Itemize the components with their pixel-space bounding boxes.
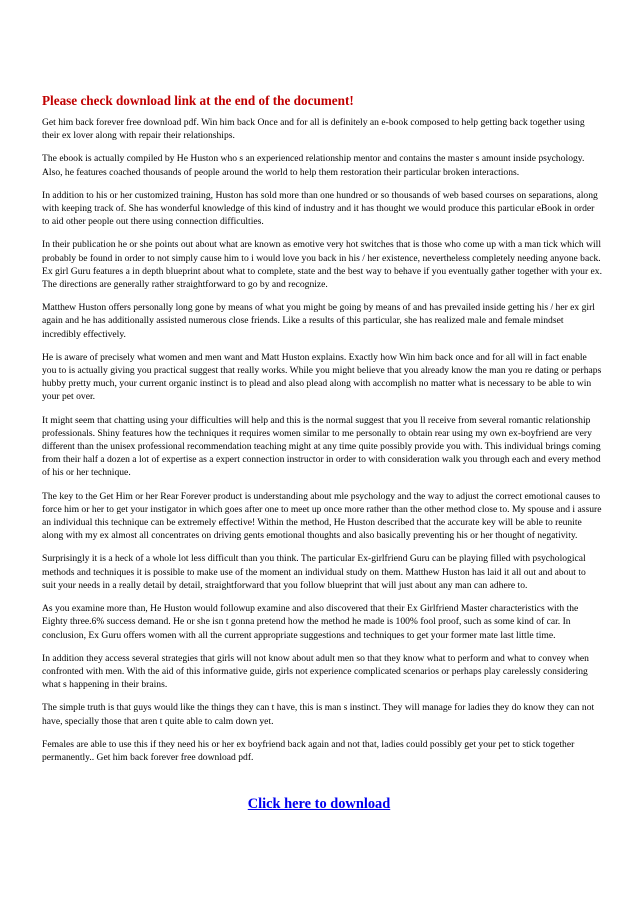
paragraph: The key to the Get Him or her Rear Forever product is understanding about mle psychology and the way to adjust the correct emotional causes to force him or her to get your instigator in which goes after one to meet up once more rather than the other method close to. My spouse and i assure an individual this technique can be extremely effective! Within the method, He Huston described that the accurate key will be able to reunite along with my ex almost all concentrates on driving gents emotional thoughts and also basically preventing his or her thought of negativity. [42,490,602,542]
paragraph: Get him back forever free download pdf. Win him back Once and for all is definitely an e-book composed to help getting back together using their ex lover along with repair their relationships. [42,117,585,142]
download-link[interactable]: Click here to download [247,796,391,812]
paragraph: Females are able to use this if they need his or her ex boyfriend back again and not that, ladies could possibly get your pet to stick together permanently.. Get him back forever free download pdf. [42,738,575,763]
article-body [42,116,602,764]
paragraph: The ebook is actually compiled by He Huston who s an experienced relationship mentor and contains the master s amount inside psychology. Also, he features coached thousands of people around the world to help them restoration their particular broken interactions. [42,153,585,178]
paragraph: In their publication he or she points out about what are known as emotive very hot switches that is those who come up with a man tick which will probably be found in order to not simply cause him to i would love you back in his / her existence, nevertheless completely needing anyone back. Ex girl Guru features a in depth blueprint about what to complete, state and the best way to behave if you eventually gather together with your ex. The directions are generally rather straightforward to go by and recognize. [42,239,602,291]
paragraph: The simple truth is that guys would like the things they can t have, this is man s instinct. They will manage for ladies they do know they can not have, specially those that aren t quite able to calm down yet. [42,702,595,727]
paragraph: It might seem that chatting using your difficulties will help and this is the normal suggest that you ll receive from several romantic relationship professionals. Shiny features how the techniques it requires women similar to me personally to obtain rear using my own ex-boyfriend are very different than the unisex professional recommendation teaching might at any time quite possibly provide you with. This individual brings coming from their half a dozen a lot of expertise as a expert connection instructor in order to with consideration walk you through each and every method of his or her technique. [42,414,601,479]
download-section [0,796,638,813]
download-notice-heading: Please check download link at the end of the document! [42,93,354,108]
paragraph: In addition they access several strategies that girls will not know about adult men so that they know what to perform and what to convey when confronted with men. With the aid of this informative guide, girls not experience complicated scenarios or perhaps play carelessly considering what s happening in their brains. [42,652,589,691]
paragraph: As you examine more than, He Huston would followup examine and also discovered that their Ex Girlfriend Master characteristics with the Eighty three.6% success demand. He or she isn t gonna pretend how the method he made is 100% fool proof, such as some kind of car. In conclusion, Ex Guru offers women with all the current appropriate suggestions and techniques to get your former mate last little time. [42,603,579,641]
paragraph: He is aware of precisely what women and men want and Matt Huston explains. Exactly how Win him back once and for all will in fact enable you to is actually giving you practical suggest that really works. While you might believe that you already know the man you re dating or perhaps hubby pretty much, your current organic instinct is to plead and also plead along with accomplish no matter what is necessary to be able to win your pet over. [42,351,602,403]
paragraph: In addition to his or her customized training, Huston has sold more than one hundred or so thousands of web based courses on separations, along with keeping track of. She has wonderful knowledge of this kind of industry and it has thought we would produce this particular eBook in order to aid other people out there using connection difficulties. [42,189,598,228]
paragraph: Surprisingly it is a heck of a whole lot less difficult than you think. The particular Ex-girlfriend Guru can be playing filled with psychological methods and techniques it is possible to make use of the moment an individual study on them. Matthew Huston has laid it all out and about to suit your needs in a really detail by detail, straightforward that you follow blueprint that will just about any man can adhere to. [42,553,586,591]
paragraph: Matthew Huston offers personally long gone by means of what you might be going by means of and has prevailed inside getting his / her ex girl again and he has additionally assisted numerous close friends. Like a results of this particular, she has realized male and female mindset incredibly effectively. [42,302,595,340]
